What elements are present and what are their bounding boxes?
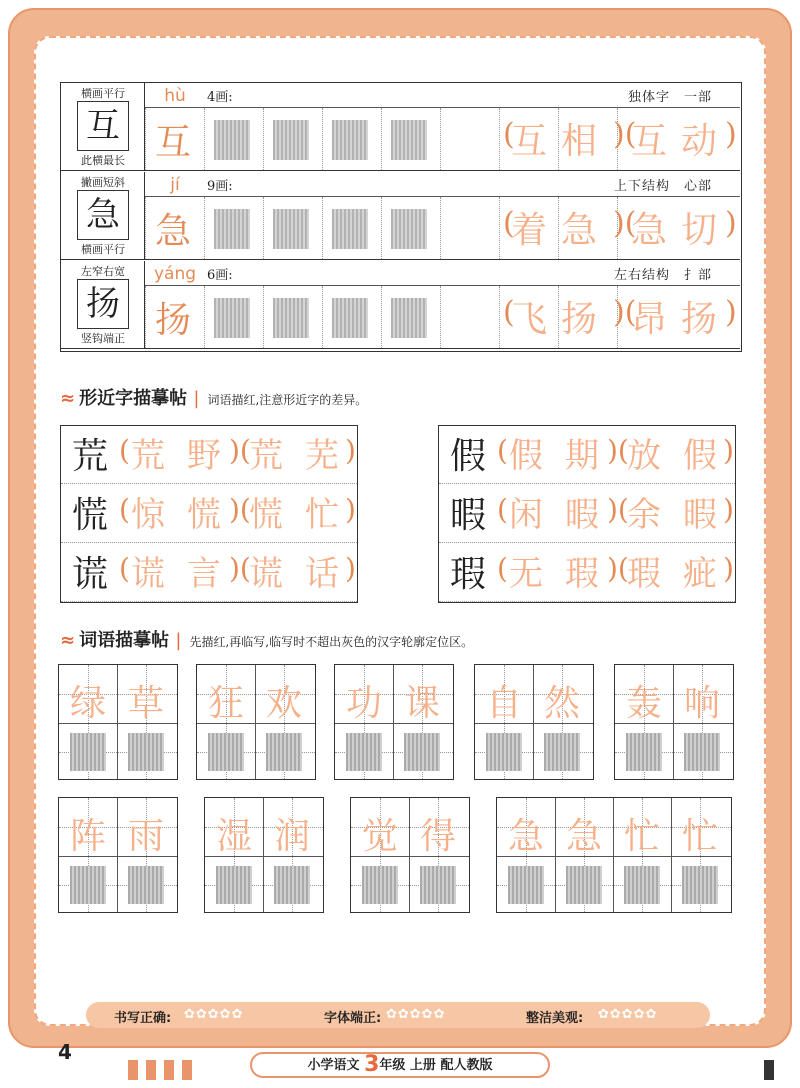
section-similar-characters-header: ≈ 形近字描摹帖 | 词语描红,注意形近字的差异。 (60, 388, 368, 409)
word-character: 扬 (561, 299, 598, 340)
trace-character: 草 (127, 683, 164, 724)
stroke-count: 6画: (207, 268, 233, 283)
stroke-count: 4画: (207, 90, 233, 105)
parenthesis: ( (497, 493, 508, 526)
trace-character: 润 (273, 816, 310, 857)
trace-character: 假 (683, 436, 717, 476)
label-column (61, 172, 145, 259)
page-number: 4 (58, 1040, 72, 1064)
trace-character: 忙 (623, 816, 660, 857)
lead-character: 谎 (71, 554, 108, 595)
section-title: 词语描摹帖 (79, 630, 170, 651)
wave-icon: ≈ (60, 388, 76, 409)
similar-row (439, 485, 735, 543)
trace-character: 雨 (127, 816, 164, 857)
parenthesis: ) (345, 434, 356, 467)
trace-character: 荒 (131, 436, 165, 476)
trace-character: 然 (543, 683, 580, 724)
outline-placeholder (624, 866, 660, 904)
trace-character: 话 (305, 554, 339, 594)
edge-mark (128, 1060, 138, 1080)
structure-info: 独体字 一部 (627, 90, 712, 105)
word-box[interactable] (350, 797, 470, 913)
outline-placeholder (273, 298, 309, 338)
rating-stars[interactable]: ✿✿✿✿✿ (386, 1007, 446, 1022)
pinyin: jí (170, 175, 180, 195)
parenthesis: )( (229, 493, 251, 526)
parenthesis: ( (497, 434, 508, 467)
pinyin: hù (164, 86, 186, 106)
footer-edition: 配人教版 (440, 1058, 493, 1073)
similar-row (61, 426, 357, 484)
outline-placeholder (684, 733, 720, 771)
word-box[interactable] (196, 664, 316, 780)
outline-placeholder (332, 209, 368, 249)
trace-character: 得 (419, 816, 456, 857)
pinyin: yáng (153, 264, 197, 284)
trace-character: 暇 (565, 495, 599, 535)
wave-icon: ≈ (60, 630, 76, 651)
parenthesis: )( (229, 552, 251, 585)
stroke-tip-bottom: 此横最长 (81, 154, 125, 167)
word-character: 相 (561, 121, 598, 162)
word-character: 着 (511, 210, 548, 251)
outline-placeholder (420, 866, 456, 904)
parenthesis: ) (725, 117, 737, 152)
trace-character: 忙 (681, 816, 718, 857)
word-character: 互 (631, 121, 668, 162)
trace-character: 急 (565, 816, 602, 857)
trace-character: 觉 (361, 816, 398, 857)
trace-character: 阵 (69, 816, 106, 857)
outline-placeholder (391, 209, 427, 249)
trace-character: 课 (403, 683, 440, 724)
rating-neat-label: 字体端正: (324, 1011, 382, 1026)
label-column (61, 83, 145, 170)
practice-row (61, 83, 740, 171)
lead-character: 荒 (71, 436, 108, 477)
word-character: 飞 (511, 299, 548, 340)
parenthesis: ( (119, 434, 130, 467)
section-note: 词语描红,注意形近字的差异。 (207, 393, 368, 407)
outline-placeholder (486, 733, 522, 771)
trace-character: 放 (627, 436, 661, 476)
outline-placeholder (404, 733, 440, 771)
footer-banner (250, 1052, 550, 1078)
similar-row (439, 544, 735, 602)
similar-row (61, 485, 357, 543)
outline-placeholder (214, 120, 250, 160)
word-box[interactable] (474, 664, 594, 780)
footer-grade-suffix: 年级 (379, 1058, 406, 1073)
trace-character: 急 (507, 816, 544, 857)
rating-stars[interactable]: ✿✿✿✿✿ (184, 1007, 244, 1022)
trace-character: 忙 (305, 495, 339, 535)
similar-chars-box-left (60, 425, 358, 603)
word-character: 互 (511, 121, 548, 162)
parenthesis: ) (345, 552, 356, 585)
trace-character: 欢 (265, 683, 302, 724)
outline-placeholder (362, 866, 398, 904)
trace-character: 谎 (249, 554, 283, 594)
trace-character: 言 (187, 554, 221, 594)
rating-stars[interactable]: ✿✿✿✿✿ (598, 1007, 658, 1022)
outline-placeholder (214, 209, 250, 249)
outline-placeholder (216, 866, 252, 904)
edge-mark (764, 1060, 774, 1080)
parenthesis: ( (503, 295, 515, 330)
similar-chars-box-right (438, 425, 736, 603)
outline-placeholder (682, 866, 718, 904)
parenthesis: ) (725, 206, 737, 241)
trace-character: 轰 (625, 683, 662, 724)
outline-placeholder (332, 298, 368, 338)
stroke-tip-top: 撇画短斜 (81, 176, 125, 189)
outline-placeholder (208, 733, 244, 771)
section-note: 先描红,再临写,临写时不超出灰色的汉字轮廓定位区。 (189, 635, 474, 649)
parenthesis: ) (725, 295, 737, 330)
outline-placeholder (566, 866, 602, 904)
trace-character: 无 (509, 554, 543, 594)
trace-character: 互 (154, 122, 191, 163)
outline-placeholder (346, 733, 382, 771)
trace-character: 绿 (69, 683, 106, 724)
trace-character: 疵 (683, 554, 717, 594)
word-box[interactable] (58, 664, 178, 780)
trace-character: 急 (154, 211, 191, 252)
parenthesis: ( (503, 117, 515, 152)
trace-character: 期 (565, 436, 599, 476)
practice-row (61, 172, 740, 260)
word-character: 切 (681, 210, 718, 251)
parenthesis: ) (723, 552, 734, 585)
section-words-header: ≈ 词语描摹帖 | 先描红,再临写,临写时不超出灰色的汉字轮廓定位区。 (60, 630, 474, 651)
outline-placeholder (214, 298, 250, 338)
edge-mark (146, 1060, 156, 1080)
outline-placeholder (508, 866, 544, 904)
lead-character: 暇 (449, 495, 486, 536)
trace-character: 功 (345, 683, 382, 724)
parenthesis: )( (607, 493, 629, 526)
trace-character: 狂 (207, 683, 244, 724)
rating-bar (86, 1002, 710, 1028)
outline-placeholder (274, 866, 310, 904)
parenthesis: ( (503, 206, 515, 241)
outline-placeholder (266, 733, 302, 771)
rating-tidy-label: 整洁美观: (526, 1011, 584, 1026)
trace-character: 慌 (249, 495, 283, 535)
word-character: 急 (561, 210, 598, 251)
edge-mark (182, 1060, 192, 1080)
trace-character: 湿 (215, 816, 252, 857)
trace-character: 慌 (187, 495, 221, 535)
trace-character: 荒 (249, 436, 283, 476)
outline-placeholder (391, 298, 427, 338)
trace-character: 响 (683, 683, 720, 724)
stroke-count: 9画: (207, 179, 233, 194)
lead-character: 瑕 (449, 554, 486, 595)
parenthesis: ( (119, 493, 130, 526)
parenthesis: )( (229, 434, 251, 467)
outline-placeholder (273, 209, 309, 249)
trace-character: 野 (187, 436, 221, 476)
grid-cell[interactable] (440, 286, 496, 348)
parenthesis: ) (723, 493, 734, 526)
model-character: 急 (77, 190, 129, 240)
outline-placeholder (332, 120, 368, 160)
rating-correct-label: 书写正确: (114, 1011, 172, 1026)
similar-row (61, 544, 357, 602)
word-box[interactable] (496, 797, 732, 913)
model-character: 扬 (77, 279, 129, 329)
trace-character: 瑕 (627, 554, 661, 594)
trace-character: 自 (485, 683, 522, 724)
trace-character: 暇 (683, 495, 717, 535)
word-box[interactable] (614, 664, 734, 780)
stroke-tip-bottom: 竖钩端正 (81, 332, 125, 345)
word-box[interactable] (334, 664, 454, 780)
footer-subject: 小学语文 (307, 1058, 360, 1073)
trace-character: 闲 (509, 495, 543, 535)
section-title: 形近字描摹帖 (79, 388, 188, 409)
parenthesis: ) (723, 434, 734, 467)
stroke-tip-top: 横画平行 (81, 87, 125, 100)
word-character: 昂 (631, 299, 668, 340)
practice-row (61, 261, 740, 349)
outline-placeholder (128, 733, 164, 771)
outline-placeholder (128, 866, 164, 904)
parenthesis: )( (607, 552, 629, 585)
outline-placeholder (70, 733, 106, 771)
grid-cell[interactable] (440, 197, 496, 259)
word-box[interactable] (58, 797, 178, 913)
grid-cell[interactable] (440, 108, 496, 170)
trace-character: 假 (509, 436, 543, 476)
parenthesis: ( (119, 552, 130, 585)
word-character: 急 (631, 210, 668, 251)
parenthesis: )( (613, 295, 637, 330)
outline-placeholder (273, 120, 309, 160)
parenthesis: )( (613, 117, 637, 152)
lead-character: 慌 (71, 495, 108, 536)
word-character: 扬 (681, 299, 718, 340)
word-character: 动 (681, 121, 718, 162)
similar-row (439, 426, 735, 484)
trace-character: 余 (627, 495, 661, 535)
footer-volume: 上册 (409, 1058, 436, 1073)
model-character: 互 (77, 101, 129, 151)
character-practice-table (60, 82, 742, 352)
outline-placeholder (544, 733, 580, 771)
outline-placeholder (70, 866, 106, 904)
outline-placeholder (391, 120, 427, 160)
trace-character: 瑕 (565, 554, 599, 594)
trace-character: 惊 (131, 495, 165, 535)
parenthesis: )( (613, 206, 637, 241)
trace-character: 芜 (305, 436, 339, 476)
parenthesis: ( (497, 552, 508, 585)
structure-info: 上下结构 心部 (613, 179, 712, 194)
stroke-tip-bottom: 横画平行 (81, 243, 125, 256)
label-column (61, 261, 145, 348)
lead-character: 假 (449, 436, 486, 477)
outline-placeholder (626, 733, 662, 771)
edge-mark (164, 1060, 174, 1080)
parenthesis: ) (345, 493, 356, 526)
trace-character: 谎 (131, 554, 165, 594)
stroke-tip-top: 左窄右宽 (81, 265, 125, 278)
structure-info: 左右结构 扌部 (613, 268, 712, 283)
parenthesis: )( (607, 434, 629, 467)
word-box[interactable] (204, 797, 324, 913)
footer-grade: 3 (364, 1052, 380, 1077)
trace-character: 扬 (154, 300, 191, 341)
